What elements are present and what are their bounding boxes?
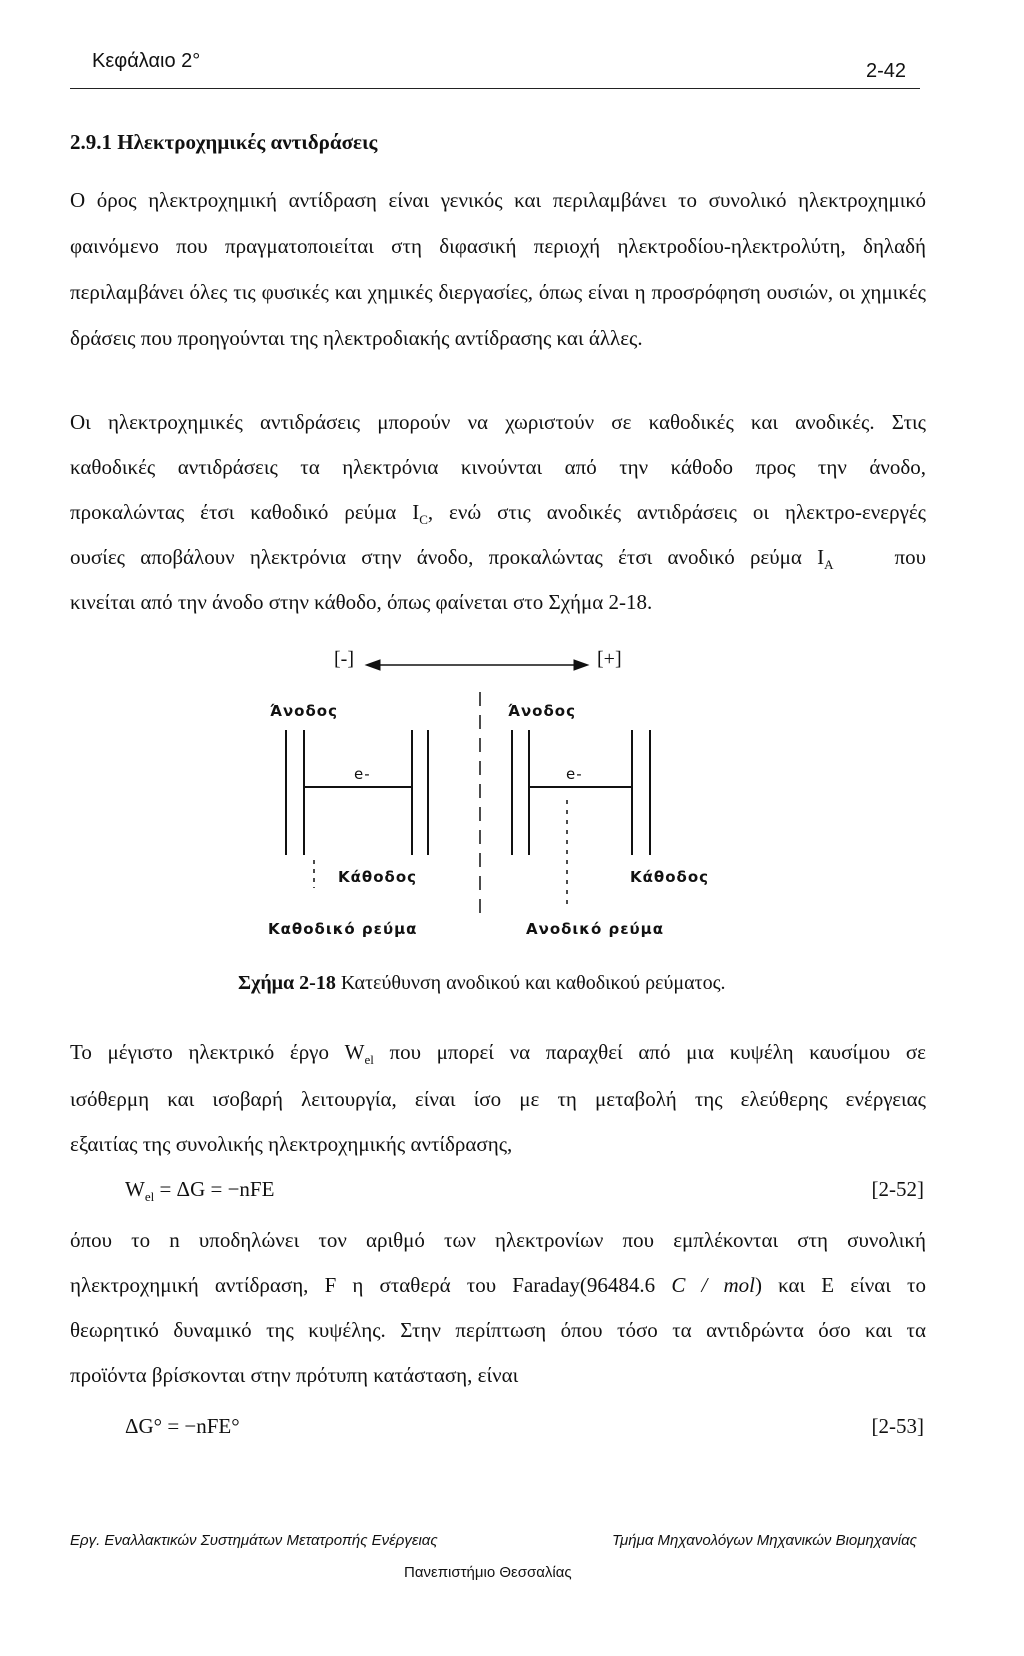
right-electron-label: e- xyxy=(566,765,583,783)
paragraph2-line3-start: προκαλώντας έτσι καθοδικό ρεύμα I xyxy=(70,500,420,524)
chapter-label: Κεφάλαιο 2° xyxy=(92,50,201,72)
figure-caption-label: Σχήμα 2-18 xyxy=(238,972,336,994)
anodic-current-label: Ανοδικό ρεύμα xyxy=(526,920,665,938)
footer-lab-name: Εργ. Εναλλακτικών Συστημάτων Μετατροπής Ενέργειας xyxy=(70,1532,438,1549)
paragraph4-line3: θεωρητικό δυναμικό της κυψέλης. Στην περίπτωση όπου τόσο τα αντιδρώντα όσο και τα xyxy=(70,1318,926,1342)
paragraph3-line2: ισόθερμη και ισοβαρή λειτουργία, είναι ίσο με τη μεταβολή της ελεύθερης ενέργειας xyxy=(70,1087,926,1111)
right-cathode-label: Κάθοδος xyxy=(630,868,710,886)
section-title: 2.9.1 Ηλεκτροχημικές αντιδράσεις xyxy=(70,130,378,154)
work-subscript: el xyxy=(364,1052,374,1068)
paragraph2-line3-end: , ενώ στις ανοδικές αντιδράσεις οι ηλεκτρο-ενεργές xyxy=(427,500,926,524)
footer-department: Τμήμα Μηχανολόγων Μηχανικών Βιομηχανίας xyxy=(612,1532,917,1549)
header-rule xyxy=(70,88,920,89)
paragraph2-line1: Οι ηλεκτροχημικές αντιδράσεις μπορούν να χωριστούν σε καθοδικές και ανοδικές. Στις xyxy=(70,410,926,434)
equation-w-subscript: el xyxy=(144,1189,155,1205)
paragraph4-line2 xyxy=(70,1273,926,1298)
paragraph4-line4: προϊόντα βρίσκονται στην πρότυπη κατάσταση, είναι xyxy=(70,1363,519,1387)
equation-2-53-number: [2-53] xyxy=(871,1414,924,1438)
cathodic-current-subscript: C xyxy=(419,512,428,528)
double-arrow-icon xyxy=(366,660,588,670)
right-anode-label: Άνοδος xyxy=(508,702,576,720)
paragraph4-line1: όπου το n υποδηλώνει τον αριθμό των ηλεκτρονίων που εμπλέκονται στη συνολική xyxy=(70,1228,926,1252)
paragraph2-line5: κινείται από την άνοδο στην κάθοδο, όπως φαίνεται στο Σχήμα 2-18. xyxy=(70,590,653,614)
paragraph2-line2: καθοδικές αντιδράσεις τα ηλεκτρόνια κινούνται από την κάθοδο προς την άνοδο, xyxy=(70,455,926,479)
left-electron-label: e- xyxy=(354,765,371,783)
paragraph3-line1 xyxy=(70,1040,926,1068)
page-number: 2-42 xyxy=(866,60,907,82)
equation-w: W xyxy=(125,1177,145,1201)
footer-university: Πανεπιστήμιο Θεσσαλίας xyxy=(404,1564,572,1581)
paragraph4-line2-start: ηλεκτροχημική αντίδραση, F η σταθερά του Faraday(96484.6 xyxy=(70,1273,672,1297)
left-anode-label: Άνοδος xyxy=(270,702,338,720)
paragraph2-line4-end: που xyxy=(894,545,926,569)
paragraph3-line3: εξαιτίας της συνολικής ηλεκτροχημικής αντίδρασης, xyxy=(70,1132,513,1156)
paragraph4-line2-end: ) και E είναι το xyxy=(754,1273,926,1297)
figure-drawing xyxy=(0,630,1024,950)
anodic-current-subscript: A xyxy=(824,557,834,573)
figure-caption xyxy=(238,972,726,995)
paragraph3-line1-end: που μπορεί να παραχθεί από μια κυψέλη καυσίμου σε xyxy=(373,1040,926,1064)
figure-2-18 xyxy=(0,630,1024,950)
cathodic-current-label: Καθοδικό ρεύμα xyxy=(268,920,418,938)
paragraph2-line4-start: ουσίες αποβάλουν ηλεκτρόνια στην άνοδο, προκαλώντας έτσι ανοδικό ρεύμα I xyxy=(70,545,825,569)
paragraph3-line1-start: Το μέγιστο ηλεκτρικό έργο W xyxy=(70,1040,365,1064)
equation-2-52 xyxy=(125,1177,274,1205)
left-cell-electrodes xyxy=(286,730,428,855)
negative-terminal-label: [-] xyxy=(334,648,354,670)
left-cathode-label: Κάθοδος xyxy=(338,868,418,886)
paragraph-intro: Ο όρος ηλεκτροχημική αντίδραση είναι γενικός και περιλαμβάνει το συνολικό ηλεκτροχημικό φαινόμενο που πραγματοποιείται στη διφασική περιοχή ηλεκτροδίου-ηλεκτρολύτη, δηλαδή περιλαμβάνει όλες τις φυσικές και χημικές διεργασίες, όπως είναι η προσρόφηση ουσιών, οι χημικές δράσεις που προηγούνται της ηλεκτροδιακής αντίδρασης και άλλες. xyxy=(70,188,926,350)
equation-2-53: ΔG° = −nFE° xyxy=(125,1414,240,1438)
figure-caption-text: Κατεύθυνση ανοδικού και καθοδικού ρεύματος. xyxy=(335,972,726,994)
equation-2-52-number: [2-52] xyxy=(871,1177,924,1201)
equation-body: = ΔG = −nFE xyxy=(154,1177,275,1201)
paragraph4-unit: C / mol xyxy=(671,1273,755,1297)
right-cell-electrodes xyxy=(512,730,650,855)
positive-terminal-label: [+] xyxy=(597,648,622,670)
paragraph2-line3 xyxy=(70,500,926,528)
paragraph2-line4 xyxy=(70,545,926,573)
